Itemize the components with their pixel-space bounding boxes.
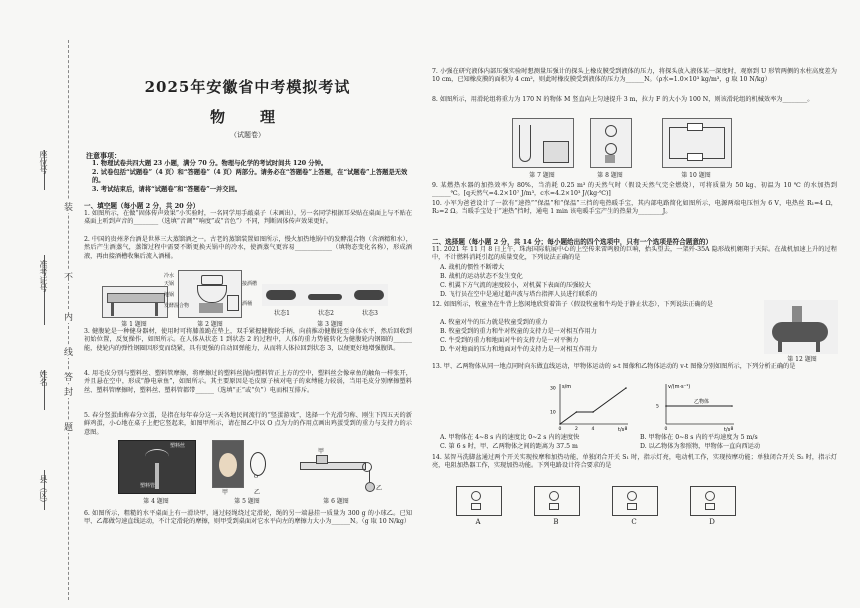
vt-data-point <box>665 405 667 407</box>
notice-item: 1. 物理试卷共四大题 23 小题，满分 70 分。物理与化学的考试时间共 120 分钟。 <box>92 160 328 167</box>
figure-10-heater-circuit <box>662 118 732 168</box>
figure-7-pressure-gauge <box>512 118 574 168</box>
question-14: 14. 某智马洗脚盆通过两个开关实现按摩和加热功能，单独闭合开关 S₁ 时，指示灯亮，电动机工作，实现按摩功能；单独闭合开关 S₂ 时，指示灯亮，电阻加热器工作，实现加热功能。下列电路设计符合要求的是 <box>432 454 837 470</box>
question-1: 1. 如图所示，在做“固体传声效果”小实验时，一名同学用手敲桌子（未画出），另一名同学根据耳朵贴在桌面上与不贴在桌面上听到声音的________（选填“音调”“响度”或“音色”）不同，判断固体传声效果更好。 <box>84 210 412 226</box>
st-x-tick: 0 <box>558 427 562 432</box>
fig5-label-yi: 乙 <box>254 489 261 496</box>
circuit-option-b <box>534 486 580 516</box>
vt-series-name: 乙物体 <box>694 399 710 405</box>
fig2-label-ground-pot: 地锅 <box>164 292 175 298</box>
st-x-tick: 2 <box>575 427 578 432</box>
margin-mark: 题 <box>64 420 73 433</box>
notice-title: 注意事项： <box>86 151 121 160</box>
question-13: 13. 甲、乙两物体从同一地点同时向东做直线运动，甲物体运动的 s-t 图像和乙物体运动的 v-t 图像分别如图所示，下列分析正确的是 <box>432 363 796 370</box>
vt-y-label: v/(m·s⁻¹) <box>668 384 691 390</box>
figure-2-caption: 第 2 题图 <box>197 321 223 328</box>
q11-option-c: C. 机翼下方气流的速度较小，对机翼下表面的压强较大 <box>440 282 591 289</box>
fig2-label-top-pot: 天锅 <box>164 281 175 287</box>
figure-5-egg-outline <box>250 452 266 476</box>
q13-option-c: C. 第 6 s 时，甲、乙两物体之间的距离为 37.5 m <box>440 443 578 450</box>
question-10: 10. 小军为爸爸设计了一款有“速热”“保温”和“保温”三挡的电热暖手宝，其内部电路简化如图所示，电源两端电压恒为 6 V，电热丝 R₁=4 Ω，R₂=2 Ω。当暖手宝处于“速热”挡时，通电 1 min 该电暖手宝产生的热量为________J。 <box>432 200 837 216</box>
figure-6-rope <box>369 470 370 482</box>
vt-x-tick: 0 <box>664 427 668 432</box>
notice-item: 3. 考试结束后，请将“试题卷”和“答题卷”一并交回。 <box>92 186 242 193</box>
notice-item: 2. 试卷包括“试题卷”（4 页）和“答题卷”（4 页）两部分。请务必在“答题卷”上答题，在“试题卷”上答题是无效的。 <box>92 169 408 185</box>
figure-1-caption: 第 1 题图 <box>121 321 147 328</box>
margin-label-exam-id: 准考证号 <box>39 260 48 292</box>
chart-v-t <box>654 380 740 432</box>
question-9: 9. 某燃热水器的加热效率为 80%，当消耗 0.25 m³ 的天然气时（假设天然气完全燃烧），可将质量为 50 kg、初温为 10 ℃ 的水加热到______℃。[q天然气=4.2×10⁷ J/m³，c水=4.2×10³ J/(kg·℃)] <box>432 182 837 198</box>
margin-mark: 不 <box>64 270 73 283</box>
margin-mark: 封 <box>64 385 73 398</box>
vt-data-point <box>731 405 733 407</box>
fig4-label-wire: 塑料丝 <box>170 443 186 449</box>
figure-6-pulley <box>362 462 372 472</box>
st-x-label: t/s <box>618 427 625 432</box>
figure-7-caption: 第 7 题图 <box>529 172 555 179</box>
q11-option-a: A. 战机的惯性不断增大 <box>440 264 505 271</box>
fig5-label-jia: 甲 <box>222 489 229 496</box>
st-y-tick: 10 <box>550 410 556 416</box>
fig6-label-jia: 甲 <box>318 448 325 455</box>
figure-5-egg-photo <box>212 440 244 488</box>
figure-12-cow-and-boy <box>764 300 838 354</box>
q13-option-b: B. 甲物体在 0~8 s 内的平均速度为 5 m/s <box>640 434 758 441</box>
q11-option-b: B. 战机的运动状态不发生变化 <box>440 273 523 280</box>
circuit-option-a <box>456 486 502 516</box>
question-12: 12. 如图所示，牧童坐在牛背上悠闲地欣赏着笛子（假设牧童和牛均处于静止状态），下列说法正确的是 <box>432 301 713 308</box>
q12-option-b: B. 牧童受到的重力和牛对牧童的支持力是一对相互作用力 <box>440 328 597 335</box>
st-x-tick: 8 <box>624 427 628 432</box>
margin-label-seat: 座位号 <box>39 150 48 174</box>
figure-3-caption: 第 3 题图 <box>317 321 343 328</box>
subject-title: 物 理 <box>209 108 285 126</box>
figure-10-caption: 第 10 题图 <box>681 172 711 179</box>
binding-margin <box>0 0 80 608</box>
vt-x-label: t/s <box>724 427 731 432</box>
circuit-label-c: C <box>631 518 637 526</box>
margin-mark: 线 <box>64 345 73 358</box>
q13-option-d: D. 以乙物体为参照物，甲物体一直向西运动 <box>640 443 761 450</box>
st-x-tick: 4 <box>591 427 595 432</box>
question-3: 3. 健腹轮是一种健身器材，使用时可将膝盖跪在垫上，双手紧握健腹轮手柄，向前推动健腹轮至身体水平，然后回收到初始位置，反复操作，如图所示。在人体从状态 1 到状态 2 的过程中，人体的重力势能转化为健腹轮内钢圈的______能，使轮内的弹性钢圈因形变而绕紧，具有更强的自动回弹能力，从而将人体拉回到状态 3，以便更好地增强腹肌。 <box>84 328 412 352</box>
figure-12-caption: 第 12 题图 <box>787 356 817 363</box>
st-data-point <box>592 411 594 413</box>
fig3-state-1: 状态1 <box>274 310 290 317</box>
question-6: 6. 如图所示，粗糙的水平桌面上有一滑块甲，通过轻绳绕过定滑轮，绳的另一端悬挂一质量为 300 g 的小球乙。已知甲、乙都做匀速直线运动，不计定滑轮的摩擦，则甲受到桌面对它水平向左的摩擦力大小为______N。（g 取 10 N/kg） <box>84 510 412 526</box>
fig6-label-yi: 乙 <box>376 485 383 492</box>
vt-y-tick: 5 <box>656 404 659 410</box>
figure-5-caption: 第 5 题图 <box>234 498 260 505</box>
vt-x-tick: 8 <box>730 427 734 432</box>
st-data-point <box>576 411 578 413</box>
margin-label-name: 姓名 <box>39 370 48 386</box>
fig2-label-cold-water: 冷水 <box>164 273 175 279</box>
q11-option-d: D. 飞行员在空中是通过超声波与塔台指挥人员进行联系的 <box>440 291 598 298</box>
volume-label: （试题卷） <box>230 131 265 139</box>
q13-option-a: A. 甲物体在 4~8 s 内的速度比 0~2 s 内的速度快 <box>440 434 580 441</box>
st-y-label: s/m <box>562 384 572 390</box>
question-4: 4. 用毛皮分别与塑料丝、塑料管摩擦，将摩擦过的塑料丝抛向塑料管正上方的空中，塑料丝会像章鱼的触角一样张开，并且悬在空中，形成“静电章鱼”，如图所示。其主要原因是毛皮原子核对电子的束缚能力较弱，当用毛皮分别摩擦塑料丝、塑料管摩擦时，塑料丝、塑料管都带______（选填“正”或“负”）电而相互排斥。 <box>84 370 412 394</box>
q12-option-c: C. 牛受到的重力和地面对牛的支持力是一对平衡力 <box>440 337 579 344</box>
question-2: 2. 中国的贵州茅台酒是世界三大蒸馏酒之一。古老的蒸馏装置如图所示，慢火加热地锅中的发酵混合物（含酒精和水），然后产生酒蒸气，蒸馏过程中需要不断更换天锅中的冷水，使酒蒸气更容易____________（填物态变化名称），形成酒液，再由接酒槽收集后流入酒桶。 <box>84 236 412 260</box>
st-series-line <box>560 388 626 424</box>
figure-3-ab-wheel <box>262 284 388 306</box>
fig2-label-trough: 接酒槽 <box>242 281 258 287</box>
question-7: 7. 小强在研究液体内部压强实验时想测量压强计的探头上橡皮膜受到液体的压力，将探头放入液体某一深度时，观察到 U 形管两侧的水柱高度差为 10 cm，已知橡皮膜的面积为 4 cm²，则此时橡皮膜受到液体的压力为______N。（ρ水=1.0×10³ kg/m³，g 取 10 N/kg） <box>432 68 837 84</box>
circuit-option-d <box>690 486 736 516</box>
fig2-label-barrel: 酒桶 <box>242 301 253 307</box>
fig5-label-o: O <box>254 474 259 480</box>
circuit-label-b: B <box>553 518 559 526</box>
figure-6-block <box>316 455 328 464</box>
fig3-state-2: 状态2 <box>318 310 334 317</box>
fig4-label-tube: 塑料管 <box>140 483 156 489</box>
question-8: 8. 如图所示，用滑轮组将重力为 170 N 的物体 M 竖直向上匀速提升 3 m，拉力 F 的大小为 100 N，则该滑轮组的机械效率为________。 <box>432 96 814 103</box>
margin-label-county: 县（区） <box>39 475 48 507</box>
figure-6-caption: 第 6 题图 <box>323 498 349 505</box>
circuit-label-a: A <box>475 518 481 526</box>
question-11: 11. 2021 年 11 月 8 日上午，珠海国际航展中心的上空传来雷鸣般的巨响，抬头望去，一架歼-35A 隐形战机翱翔于天际。在战机加速上升的过程中，不计燃料消耗引起的质量变化，下列说法正确的是 <box>432 246 837 262</box>
figure-8-caption: 第 8 题图 <box>597 172 623 179</box>
q12-option-a: A. 牧童对牛的压力就是牧童受到的重力 <box>440 319 548 326</box>
figure-2-still <box>178 270 242 318</box>
figure-4-caption: 第 4 题图 <box>143 498 169 505</box>
section-multiple-choice: 二、选择题（每小题 2 分，共 14 分；每小题给出的四个选项中，只有一个选项是符合题意的） <box>432 238 713 246</box>
circuit-option-c <box>612 486 658 516</box>
question-5: 5. 春分竖蛋曲称春分立蛋，是指在每年春分这一天各地民间流行的“竖蛋游戏”，选择一个光滑匀称、刚生下四五天的新鲜鸡蛋，小心地在桌子上把它竖起来，如图甲所示，请在图乙中以 O 点为力的作用点画出鸡蛋受到的重力与支持力的示意图。 <box>84 412 412 436</box>
figure-6-table <box>300 462 366 470</box>
fig2-label-mixture: 发酵混合物 <box>164 303 190 309</box>
margin-mark: 内 <box>64 310 73 323</box>
st-data-point <box>559 423 561 425</box>
margin-mark: 装 <box>64 200 73 213</box>
figure-6-ball <box>365 482 375 492</box>
chart-s-t <box>548 380 634 432</box>
fig3-state-3: 状态3 <box>362 310 378 317</box>
st-data-point <box>625 387 627 389</box>
q12-option-d: D. 牛对地面的压力和地面对牛的支持力是一对相互作用力 <box>440 346 598 353</box>
section-fill-in: 一、填空题（每小题 2 分，共 20 分） <box>84 202 200 210</box>
exam-title: 2025年安徽省中考模拟考试 <box>144 78 351 96</box>
figure-8-pulley-system <box>590 118 632 168</box>
st-y-tick: 30 <box>550 386 556 392</box>
margin-mark: 答 <box>64 370 73 383</box>
circuit-label-d: D <box>709 518 715 526</box>
figure-1-table <box>102 286 168 318</box>
